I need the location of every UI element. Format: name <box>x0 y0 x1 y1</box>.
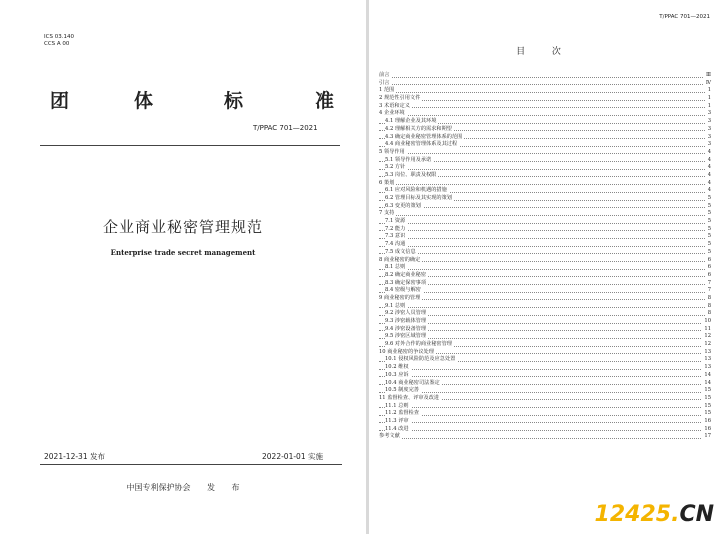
toc-entry-title: 9.6 对外合作的商业秘密管理 <box>385 341 452 348</box>
toc-entry-title: 10.2 维权 <box>385 364 409 371</box>
toc-entry <box>379 341 711 349</box>
toc-entry-page: 5 <box>707 210 711 217</box>
toc-leader-dots <box>379 169 705 170</box>
toc-entry-page: 7 <box>707 279 711 286</box>
toc-leader-dots <box>379 215 705 216</box>
toc-entry <box>379 72 711 80</box>
toc-leader-dots <box>379 107 705 108</box>
toc-entry-page: 4 <box>707 171 711 178</box>
toc-entry-title: 10.4 商业秘密司法鉴定 <box>385 379 440 386</box>
toc-entry <box>379 318 711 326</box>
toc-entry <box>379 403 711 411</box>
toc-entry <box>379 380 711 388</box>
toc-entry-page: 1 <box>707 87 711 94</box>
toc-leader-dots <box>379 246 705 247</box>
toc-entry-page: 10 <box>704 318 711 324</box>
toc-entry-page: 5 <box>707 195 711 201</box>
toc-entry <box>379 387 711 395</box>
toc-entry-title: 9 商业秘密的管理 <box>379 294 421 301</box>
toc-entry-page: 15 <box>704 387 711 394</box>
toc-entry <box>379 95 711 103</box>
toc-entry <box>379 372 711 380</box>
toc-leader-dots <box>379 77 705 78</box>
toc-entry <box>379 195 711 203</box>
toc-entry-page: 13 <box>704 364 711 371</box>
toc-leader-dots <box>379 115 705 116</box>
toc-entry-title: 2 规范性引用文件 <box>379 95 421 102</box>
toc-entry <box>379 395 711 403</box>
toc-entry-page: 5 <box>707 241 711 248</box>
toc-entry <box>379 141 711 149</box>
toc-entry-title: 11 监督检查、评审及改进 <box>379 394 440 401</box>
toc-leader-dots <box>379 415 705 416</box>
toc-leader-dots <box>379 299 705 300</box>
toc-entry <box>379 364 711 372</box>
document-title: 企业商业秘密管理规范 <box>102 218 263 236</box>
toc-leader-dots <box>379 207 705 208</box>
toc-entry <box>379 110 711 118</box>
toc-entry-title: 引言 <box>379 79 390 86</box>
toc-entry-page: 12 <box>704 341 711 348</box>
toc-entry <box>379 80 711 88</box>
site-watermark <box>595 502 714 527</box>
issuing-organization: 中国专利保护协会 发 布 <box>126 483 240 492</box>
toc-leader-dots <box>379 392 705 393</box>
toc-entry <box>379 257 711 265</box>
toc-entry-title: 8.2 确定商业秘密 <box>385 271 427 278</box>
toc-leader-dots <box>379 261 705 262</box>
toc-entry-title: 4.2 理解相关方的需求和期望 <box>385 125 452 132</box>
toc-entry-title: 5 领导作用 <box>379 148 405 155</box>
toc-entry <box>379 172 711 180</box>
toc-entry-page: 3 <box>707 133 711 140</box>
toc-entry-title: 4 企业环境 <box>379 110 405 117</box>
toc-entry-page: 6 <box>707 256 711 263</box>
toc-entry-title: 9.5 涉密区域管理 <box>385 333 427 340</box>
toc-list <box>379 72 711 441</box>
toc-entry-page: 15 <box>704 394 711 401</box>
toc-entry-title: 9.3 涉密载体管理 <box>385 318 427 324</box>
toc-entry-title: 9.2 涉密人员管理 <box>385 310 427 317</box>
toc-entry-title: 9.1 总则 <box>385 302 406 309</box>
toc-leader-dots <box>379 153 705 154</box>
toc-entry-page: 5 <box>707 225 711 232</box>
toc-entry-page: 5 <box>707 202 711 209</box>
toc-entry-title: 6 策划 <box>379 179 395 186</box>
toc-entry-page: 3 <box>707 125 711 132</box>
toc-entry-page: 4 <box>707 156 711 163</box>
toc-entry-page: 4 <box>707 148 711 155</box>
toc-entry-page: 6 <box>707 264 711 271</box>
toc-entry-title: 7.5 成文信息 <box>385 248 416 255</box>
toc-leader-dots <box>379 84 705 85</box>
toc-entry-title: 7.3 意识 <box>385 233 406 240</box>
toc-entry-page: 1 <box>707 95 711 102</box>
toc-entry-title: 4.1 理解企业及其环境 <box>385 118 437 125</box>
toc-entry-title: 7.2 能力 <box>385 225 406 232</box>
toc-entry <box>379 164 711 172</box>
toc-entry <box>379 149 711 157</box>
toc-leader-dots <box>379 430 705 431</box>
toc-entry <box>379 295 711 303</box>
toc-entry-title: 6.3 变更的策划 <box>385 202 421 209</box>
toc-entry-page: 15 <box>704 402 711 409</box>
toc-entry-title: 9.4 涉密设备管理 <box>385 325 427 332</box>
toc-entry-title: 7.4 沟通 <box>385 241 406 248</box>
toc-entry <box>379 280 711 288</box>
toc-entry <box>379 426 711 434</box>
toc-entry-title: 4.4 商业秘密管理体系及其过程 <box>385 141 458 148</box>
toc-entry <box>379 287 711 295</box>
toc-entry-title: 11.1 总则 <box>385 402 409 409</box>
toc-entry-title: 4.3 确定商业秘密管理体系的范围 <box>385 133 463 140</box>
toc-entry-title: 5.2 方针 <box>385 164 406 171</box>
toc-entry-title: 11.2 监督检查 <box>385 410 419 417</box>
toc-entry-page: 12 <box>704 333 711 340</box>
publish-date: 2021-12-31 发布 <box>44 452 105 461</box>
toc-leader-dots <box>379 422 705 423</box>
toc-entry <box>379 203 711 211</box>
toc-leader-dots <box>379 92 705 93</box>
toc-entry-title: 8.1 总则 <box>385 264 406 271</box>
toc-entry <box>379 333 711 341</box>
toc-entry-page: 16 <box>704 425 711 432</box>
toc-leader-dots <box>379 307 705 308</box>
toc-entry <box>379 233 711 241</box>
toc-entry-page: 8 <box>707 294 711 301</box>
bottom-divider <box>40 464 342 465</box>
toc-entry-page: 8 <box>707 310 711 317</box>
toc-entry-title: 8 商业秘密的确定 <box>379 256 421 263</box>
toc-leader-dots <box>379 253 705 254</box>
toc-entry <box>379 310 711 318</box>
toc-entry-page: 8 <box>707 302 711 309</box>
standard-number: T/PPAC 701—2021 <box>253 124 318 132</box>
toc-entry-page: 5 <box>707 248 711 255</box>
toc-leader-dots <box>379 376 705 377</box>
heading-char-3: 标 <box>224 90 245 112</box>
toc-entry <box>379 157 711 165</box>
toc-entry <box>379 87 711 95</box>
heading-char-2: 体 <box>134 90 155 112</box>
toc-entry <box>379 103 711 111</box>
toc-entry <box>379 226 711 234</box>
implementation-date: 2022-01-01 实施 <box>262 452 323 461</box>
toc-entry-title: 6.1 应对风险和机遇的措施 <box>385 187 447 194</box>
toc-entry <box>379 326 711 334</box>
toc-entry <box>379 218 711 226</box>
toc-entry-page: 16 <box>704 417 711 424</box>
toc-entry-page: 5 <box>707 218 711 225</box>
toc-leader-dots <box>379 369 705 370</box>
toc-entry <box>379 118 711 126</box>
toc-entry-page: Ⅲ <box>705 72 711 78</box>
toc-leader-dots <box>379 407 705 408</box>
toc-entry-page: 13 <box>704 348 711 355</box>
ics-code: ICS 03.140 <box>44 34 74 40</box>
toc-entry <box>379 210 711 218</box>
toc-title: 目 次 <box>516 47 573 57</box>
toc-entry <box>379 249 711 257</box>
toc-leader-dots <box>379 292 705 293</box>
toc-entry-page: 1 <box>707 102 711 109</box>
toc-leader-dots <box>379 184 705 185</box>
toc-entry <box>379 264 711 272</box>
toc-leader-dots <box>379 223 705 224</box>
toc-entry-page: 14 <box>704 379 711 386</box>
toc-leader-dots <box>379 230 705 231</box>
classification-codes <box>44 34 74 48</box>
toc-entry-title: 10.5 制度完善 <box>385 387 419 394</box>
toc-entry <box>379 433 711 441</box>
toc-entry-title: 7 支持 <box>379 210 395 217</box>
toc-entry-page: 7 <box>707 287 711 294</box>
toc-entry <box>379 356 711 364</box>
toc-entry <box>379 187 711 195</box>
toc-entry-title: 7.1 资源 <box>385 218 406 225</box>
toc-entry-title: 10 商业秘密的争议处理 <box>379 348 434 355</box>
toc-entry-title: 6.2 管理目标及其实现的策划 <box>385 195 452 201</box>
toc-entry-page: Ⅳ <box>705 79 711 86</box>
running-header: T/PPAC 701—2021 <box>659 14 710 20</box>
toc-entry <box>379 241 711 249</box>
toc-entry-page: 13 <box>704 356 711 363</box>
watermark-prefix: 12425. <box>594 502 680 527</box>
toc-entry-title: 5.1 领导作用及承诺 <box>385 156 432 163</box>
toc-entry-title: 11.3 评审 <box>385 417 409 424</box>
toc-entry-page: 4 <box>707 164 711 171</box>
toc-leader-dots <box>379 269 705 270</box>
toc-entry-page: 17 <box>704 433 711 440</box>
toc-entry-page: 6 <box>707 271 711 278</box>
toc-entry <box>379 272 711 280</box>
toc-entry <box>379 303 711 311</box>
toc-entry-title: 5.3 岗位、职责及权限 <box>385 171 437 178</box>
toc-entry-title: 10.1 侵权风险防范及应急处置 <box>385 356 456 363</box>
toc-entry-title: 11.4 改进 <box>385 425 409 432</box>
watermark-suffix: CN <box>679 502 714 527</box>
toc-entry-title: 1 范围 <box>379 87 395 94</box>
ccs-code: CCS A 00 <box>44 41 70 47</box>
toc-entry <box>379 126 711 134</box>
toc-page <box>369 0 720 534</box>
toc-entry-title: 8.3 确定保密事项 <box>385 279 427 286</box>
toc-entry-title: 8.4 密级与解密 <box>385 287 421 294</box>
toc-entry-title: 前言 <box>379 72 390 78</box>
document-subtitle: Enterprise trade secret management <box>110 248 256 257</box>
toc-entry-page: 5 <box>707 233 711 240</box>
toc-entry <box>379 418 711 426</box>
toc-leader-dots <box>379 438 705 439</box>
toc-entry-page: 4 <box>707 187 711 194</box>
toc-entry-page: 3 <box>707 141 711 148</box>
toc-entry-page: 11 <box>704 325 711 332</box>
toc-leader-dots <box>379 238 705 239</box>
toc-entry-page: 15 <box>704 410 711 417</box>
toc-leader-dots <box>379 100 705 101</box>
toc-entry-title: 3 术语和定义 <box>379 102 410 109</box>
top-divider <box>40 145 340 146</box>
toc-entry <box>379 410 711 418</box>
toc-entry-page: 4 <box>707 179 711 186</box>
toc-entry-page: 3 <box>707 118 711 125</box>
heading-char-1: 团 <box>50 90 71 112</box>
toc-entry-title: 参考文献 <box>379 433 400 440</box>
toc-entry-title: 10.3 应诉 <box>385 371 409 378</box>
toc-entry-page: 14 <box>704 371 711 378</box>
toc-entry-page: 3 <box>707 110 711 117</box>
heading-char-4: 准 <box>315 90 336 112</box>
